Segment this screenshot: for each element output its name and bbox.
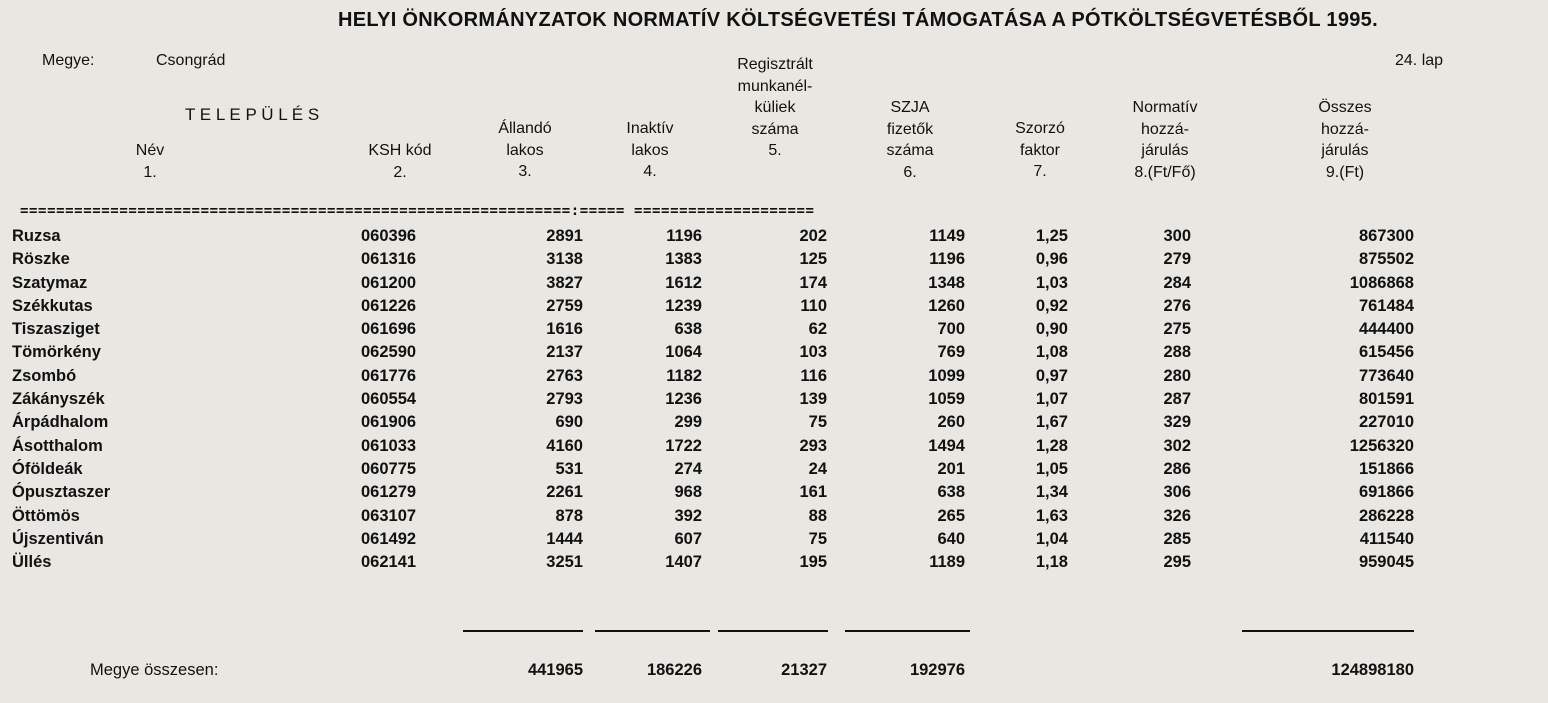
cell-nev: Székkutas bbox=[12, 296, 93, 315]
cell-allando: 2793 bbox=[546, 390, 583, 409]
cell-allando: 3138 bbox=[546, 250, 583, 269]
cell-szorzo: 0,90 bbox=[1035, 320, 1068, 339]
sum-rule-inaktiv bbox=[595, 630, 710, 632]
cell-munkanelkuli: 116 bbox=[800, 366, 827, 385]
cell-normativ: 280 bbox=[1163, 366, 1191, 385]
cell-munkanelkuli: 62 bbox=[808, 320, 827, 339]
cell-normativ: 286 bbox=[1163, 459, 1191, 478]
table-row bbox=[0, 319, 1548, 342]
cell-normativ: 329 bbox=[1163, 413, 1191, 432]
cell-nev: Öttömös bbox=[12, 506, 80, 525]
sum-rule-szja bbox=[845, 630, 970, 632]
cell-allando: 2759 bbox=[546, 296, 583, 315]
cell-nev: Ruzsa bbox=[12, 227, 61, 245]
table-row bbox=[0, 389, 1548, 412]
cell-ksh: 061279 bbox=[361, 483, 417, 502]
sum-rule-munkanelkuli bbox=[718, 630, 828, 632]
cell-ksh: 060554 bbox=[361, 390, 417, 409]
cell-allando: 2891 bbox=[546, 227, 583, 245]
table-row bbox=[0, 482, 1548, 505]
table-row bbox=[0, 249, 1548, 272]
cell-szorzo: 1,63 bbox=[1035, 506, 1068, 525]
cell-nev: Üllés bbox=[12, 553, 52, 572]
cell-ksh: 061200 bbox=[361, 273, 417, 292]
cell-osszes: 959045 bbox=[1358, 553, 1414, 572]
cell-munkanelkuli: 75 bbox=[808, 413, 827, 432]
cell-ksh: 061033 bbox=[361, 436, 417, 455]
cell-szorzo: 1,18 bbox=[1035, 553, 1068, 572]
cell-nev: Óföldeák bbox=[12, 459, 83, 478]
cell-ksh: 061226 bbox=[361, 296, 417, 315]
cell-ksh: 062141 bbox=[361, 553, 417, 572]
totals-osszes: 124898180 bbox=[1331, 661, 1414, 679]
header-osszes: Összes hozzá- járulás 9.(Ft) bbox=[1318, 99, 1372, 181]
cell-szja: 1196 bbox=[929, 250, 965, 269]
header-inaktiv: Inaktív lakos 4. bbox=[626, 120, 674, 180]
cell-ksh: 063107 bbox=[361, 506, 417, 525]
cell-osszes: 1086868 bbox=[1349, 273, 1414, 292]
cell-munkanelkuli: 125 bbox=[799, 250, 827, 269]
cell-nev: Tiszasziget bbox=[12, 320, 100, 339]
cell-szja: 1099 bbox=[928, 366, 965, 385]
cell-ksh: 061776 bbox=[361, 366, 417, 385]
cell-szorzo: 1,04 bbox=[1035, 529, 1068, 548]
cell-szorzo: 1,07 bbox=[1035, 390, 1068, 409]
cell-szja: 260 bbox=[937, 413, 965, 432]
cell-ksh: 061492 bbox=[361, 529, 417, 548]
cell-szorzo: 0,97 bbox=[1035, 366, 1068, 385]
cell-allando: 690 bbox=[555, 413, 583, 432]
data-table-body bbox=[0, 226, 1548, 575]
cell-szja: 1260 bbox=[928, 296, 965, 315]
cell-normativ: 288 bbox=[1163, 343, 1191, 362]
cell-osszes: 773640 bbox=[1358, 366, 1414, 385]
cell-nev: Zsombó bbox=[12, 366, 77, 385]
table-row bbox=[0, 459, 1548, 482]
cell-osszes: 1256320 bbox=[1349, 436, 1414, 455]
cell-inaktiv: 968 bbox=[674, 483, 702, 502]
cell-ksh: 060396 bbox=[361, 227, 417, 245]
cell-osszes: 867300 bbox=[1358, 227, 1414, 245]
table-row bbox=[0, 366, 1548, 389]
header-separator: =============================================================:===== ==================== bbox=[20, 204, 815, 218]
sum-rule-osszes bbox=[1242, 630, 1414, 632]
table-row bbox=[0, 436, 1548, 459]
cell-szorzo: 1,28 bbox=[1035, 436, 1068, 455]
totals-munkanelkuli: 21327 bbox=[781, 661, 827, 679]
cell-munkanelkuli: 174 bbox=[799, 273, 827, 292]
cell-allando: 2763 bbox=[546, 366, 583, 385]
cell-nev: Röszke bbox=[12, 250, 70, 269]
cell-allando: 1444 bbox=[546, 529, 583, 548]
header-allando: Állandó lakos 3. bbox=[498, 120, 552, 180]
cell-osszes: 411540 bbox=[1359, 529, 1414, 548]
table-row bbox=[0, 296, 1548, 319]
document-title: HELYI ÖNKORMÁNYZATOK NORMATÍV KÖLTSÉGVETÉSI TÁMOGATÁSA A PÓTKÖLTSÉGVETÉSBŐL 1995. bbox=[338, 9, 1378, 31]
cell-allando: 2261 bbox=[546, 483, 583, 502]
cell-allando: 3251 bbox=[546, 553, 583, 572]
cell-munkanelkuli: 139 bbox=[799, 390, 827, 409]
cell-nev: Újszentiván bbox=[12, 529, 104, 548]
cell-munkanelkuli: 24 bbox=[808, 459, 827, 478]
cell-szja: 1189 bbox=[929, 553, 965, 572]
cell-normativ: 295 bbox=[1163, 553, 1191, 572]
cell-munkanelkuli: 103 bbox=[799, 343, 827, 362]
cell-nev: Ásotthalom bbox=[12, 436, 103, 455]
cell-osszes: 801591 bbox=[1358, 390, 1414, 409]
cell-osszes: 444400 bbox=[1358, 320, 1414, 339]
cell-szja: 638 bbox=[937, 483, 965, 502]
cell-munkanelkuli: 293 bbox=[799, 436, 827, 455]
cell-inaktiv: 1612 bbox=[665, 273, 702, 292]
cell-szja: 201 bbox=[937, 459, 965, 478]
totals-szja: 192976 bbox=[909, 661, 965, 679]
cell-szorzo: 0,92 bbox=[1035, 296, 1068, 315]
county-name: Csongrád bbox=[156, 52, 226, 69]
cell-inaktiv: 607 bbox=[674, 529, 702, 548]
cell-inaktiv: 299 bbox=[674, 413, 702, 432]
cell-osszes: 875502 bbox=[1358, 250, 1414, 269]
cell-inaktiv: 392 bbox=[674, 506, 702, 525]
cell-ksh: 060775 bbox=[361, 459, 417, 478]
county-label: Megye: bbox=[42, 52, 95, 69]
cell-munkanelkuli: 202 bbox=[799, 227, 827, 245]
header-ksh: KSH kód 2. bbox=[368, 142, 432, 181]
cell-osszes: 691866 bbox=[1358, 483, 1414, 502]
cell-szorzo: 1,05 bbox=[1035, 459, 1068, 478]
cell-normativ: 287 bbox=[1163, 390, 1191, 409]
sum-rule-allando bbox=[463, 630, 583, 632]
cell-szja: 265 bbox=[937, 506, 965, 525]
cell-nev: Szatymaz bbox=[12, 273, 88, 292]
cell-inaktiv: 274 bbox=[674, 459, 702, 478]
cell-szja: 700 bbox=[937, 320, 965, 339]
table-row bbox=[0, 552, 1548, 575]
table-row bbox=[0, 226, 1548, 249]
cell-szorzo: 0,96 bbox=[1035, 250, 1068, 269]
cell-inaktiv: 1236 bbox=[665, 390, 702, 409]
cell-osszes: 615456 bbox=[1358, 343, 1414, 362]
cell-ksh: 061906 bbox=[361, 413, 417, 432]
cell-munkanelkuli: 75 bbox=[808, 529, 827, 548]
cell-szorzo: 1,34 bbox=[1035, 483, 1068, 502]
table-row bbox=[0, 342, 1548, 365]
totals-inaktiv: 186226 bbox=[646, 661, 702, 679]
totals-allando: 441965 bbox=[527, 661, 583, 679]
table-row bbox=[0, 506, 1548, 529]
cell-allando: 531 bbox=[555, 459, 583, 478]
cell-normativ: 275 bbox=[1163, 320, 1191, 339]
header-szja: SZJA fizetők száma 6. bbox=[886, 99, 934, 181]
cell-ksh: 061316 bbox=[361, 250, 417, 269]
cell-normativ: 326 bbox=[1163, 506, 1191, 525]
cell-ksh: 061696 bbox=[361, 320, 417, 339]
header-normativ: Normatív hozzá- járulás 8.(Ft/Fő) bbox=[1132, 99, 1198, 181]
cell-szja: 769 bbox=[937, 343, 965, 362]
cell-szja: 640 bbox=[937, 529, 965, 548]
cell-allando: 878 bbox=[555, 506, 583, 525]
cell-inaktiv: 1239 bbox=[665, 296, 702, 315]
cell-normativ: 302 bbox=[1163, 436, 1191, 455]
cell-inaktiv: 1196 bbox=[666, 227, 702, 245]
table-row bbox=[0, 529, 1548, 552]
cell-inaktiv: 1722 bbox=[665, 436, 702, 455]
cell-ksh: 062590 bbox=[361, 343, 417, 362]
cell-inaktiv: 1064 bbox=[665, 343, 702, 362]
cell-szorzo: 1,03 bbox=[1035, 273, 1068, 292]
cell-nev: Zákányszék bbox=[12, 390, 105, 409]
header-szorzo: Szorzó faktor 7. bbox=[1015, 120, 1065, 180]
cell-munkanelkuli: 110 bbox=[800, 296, 827, 315]
header-munkanelkuliek: Regisztrált munkanél- küliek száma 5. bbox=[737, 56, 813, 159]
cell-munkanelkuli: 195 bbox=[799, 553, 827, 572]
cell-normativ: 285 bbox=[1163, 529, 1191, 548]
cell-osszes: 286228 bbox=[1358, 506, 1414, 525]
cell-szorzo: 1,67 bbox=[1035, 413, 1068, 432]
header-telepules: T E L E P Ü L É S bbox=[185, 105, 320, 124]
cell-normativ: 300 bbox=[1163, 227, 1191, 245]
cell-inaktiv: 1407 bbox=[665, 553, 702, 572]
cell-szorzo: 1,08 bbox=[1035, 343, 1068, 362]
cell-normativ: 284 bbox=[1163, 273, 1191, 292]
page-number: 24. lap bbox=[1395, 52, 1444, 69]
cell-inaktiv: 1383 bbox=[665, 250, 702, 269]
cell-allando: 1616 bbox=[546, 320, 583, 339]
cell-normativ: 306 bbox=[1163, 483, 1191, 502]
totals-label: Megye összesen: bbox=[90, 661, 219, 679]
cell-nev: Tömörkény bbox=[12, 343, 101, 362]
cell-allando: 3827 bbox=[546, 273, 583, 292]
cell-normativ: 279 bbox=[1163, 250, 1191, 269]
cell-szja: 1348 bbox=[928, 273, 965, 292]
cell-szja: 1494 bbox=[928, 436, 965, 455]
cell-munkanelkuli: 161 bbox=[799, 483, 827, 502]
cell-allando: 4160 bbox=[546, 436, 583, 455]
cell-inaktiv: 1182 bbox=[666, 366, 702, 385]
cell-nev: Ópusztaszer bbox=[12, 483, 111, 502]
cell-osszes: 151866 bbox=[1358, 459, 1414, 478]
table-row bbox=[0, 412, 1548, 435]
cell-normativ: 276 bbox=[1163, 296, 1191, 315]
cell-nev: Árpádhalom bbox=[12, 413, 109, 432]
header-nev: Név 1. bbox=[135, 142, 165, 181]
table-row bbox=[0, 273, 1548, 296]
cell-inaktiv: 638 bbox=[674, 320, 702, 339]
cell-munkanelkuli: 88 bbox=[808, 506, 827, 525]
cell-szja: 1059 bbox=[928, 390, 965, 409]
cell-allando: 2137 bbox=[546, 343, 583, 362]
cell-osszes: 761484 bbox=[1358, 296, 1414, 315]
cell-szja: 1149 bbox=[929, 227, 965, 245]
cell-szorzo: 1,25 bbox=[1035, 227, 1068, 245]
cell-osszes: 227010 bbox=[1358, 413, 1414, 432]
